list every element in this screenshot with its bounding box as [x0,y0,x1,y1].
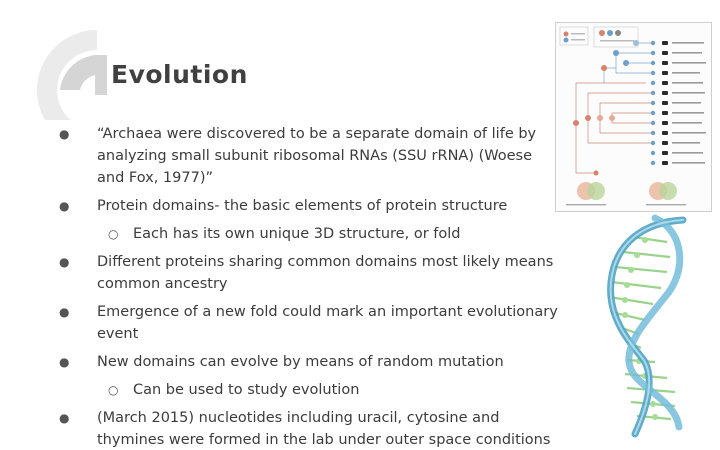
phylogenetic-tree-figure [555,22,712,212]
decorative-arcs [0,0,110,120]
bullet-item [52,301,562,345]
sub-bullet-text: Each has its own unique 3D structure, or fold [133,226,461,242]
bullet-list [52,123,562,450]
slide-title: Evolution [111,60,248,89]
bullet-item [52,407,562,450]
bullet-text: “Archaea were discovered to be a separate domain of life by analyzing small subunit ribosomal RNAs (SSU rRNA) (Woese and Fox, 1977)” [97,126,537,186]
dna-double-helix-figure [575,212,715,442]
bullet-item [52,351,562,373]
bullet-text: Protein domains- the basic elements of protein structure [97,198,508,214]
bullet-dot: ● [59,127,70,141]
bullet-text: Emergence of a new fold could mark an important evolutionary event [97,304,558,342]
bullet-item [52,195,562,217]
sub-bullet-circle: ○ [108,383,119,397]
sub-bullet-circle: ○ [108,227,119,241]
bullet-item [52,251,562,295]
bullet-text: (March 2015) nucleotides including uracil, cytosine and thymines were formed in the lab under outer space conditions [97,410,551,448]
bullet-text: Different proteins sharing common domains most likely means common ancestry [97,254,554,292]
bullet-dot: ● [59,355,70,369]
bullet-dot: ● [59,411,70,425]
sub-bullet-text: Can be used to study evolution [133,382,360,398]
inner-bar [95,55,107,95]
bullet-dot: ● [59,305,70,319]
sub-bullet-item [52,379,562,401]
bullet-text: New domains can evolve by means of random mutation [97,354,504,370]
bullet-item [52,123,562,189]
sub-bullet-item [52,223,562,245]
bullet-dot: ● [59,255,70,269]
bullet-dot: ● [59,199,70,213]
